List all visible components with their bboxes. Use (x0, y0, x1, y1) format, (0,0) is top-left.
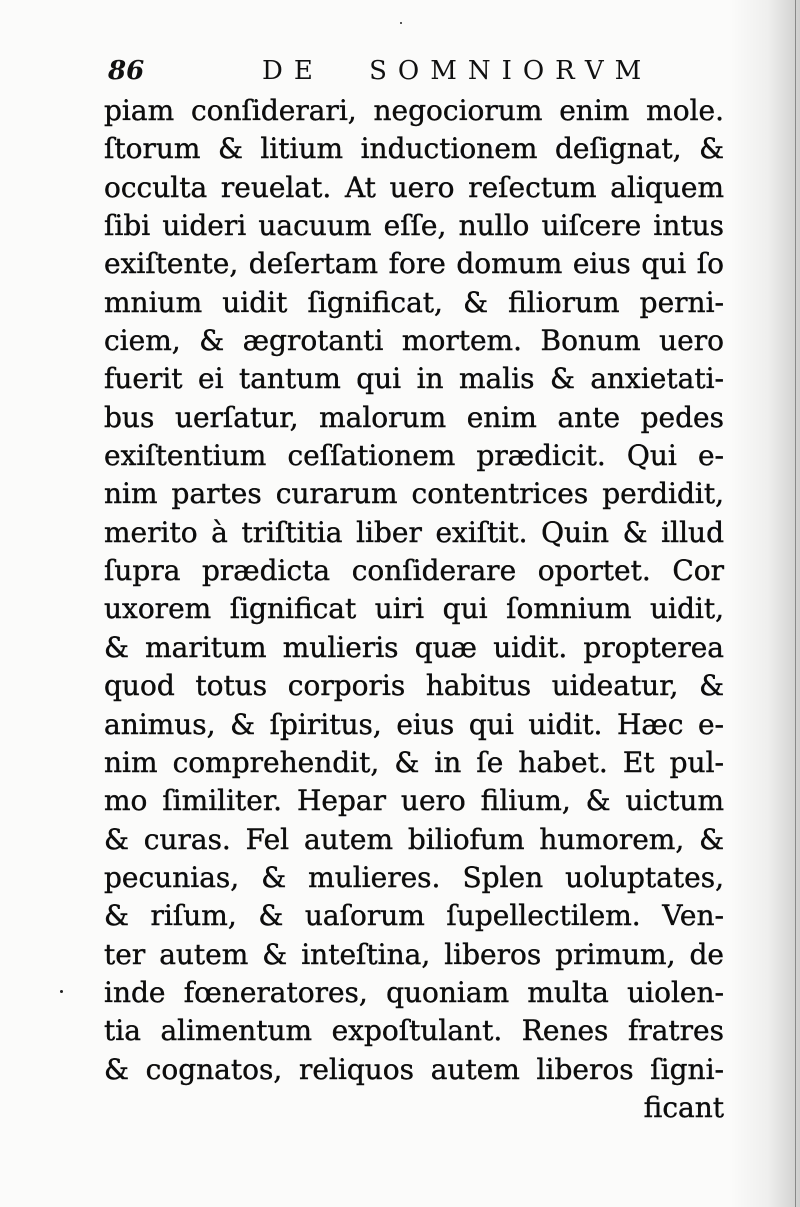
text-line: & maritum mulieris quæ uidit. propterea (104, 630, 724, 664)
page-edge-line (795, 0, 796, 1207)
text-line: ſupra prædicta conſiderare oportet. Cor (104, 554, 724, 588)
ink-speck (60, 990, 63, 993)
text-line: animus, & ſpiritus, eius qui uidit. Hæc e- (104, 707, 724, 741)
page-header (96, 50, 736, 90)
text-line: ſibi uideri uacuum eſſe, nullo uiſcere intus (104, 209, 724, 243)
text-line: mo ſimiliter. Hepar uero filium, & uictum (104, 784, 724, 818)
text-line: occulta reuelat. At uero reſectum aliquem (104, 170, 724, 204)
body-text (104, 92, 724, 1127)
page-edge-shadow (730, 0, 800, 1207)
text-line: merito à triſtitia liber exiſtit. Quin & illud (104, 515, 724, 549)
text-line: inde fœneratores, quoniam multa uiolen- (104, 975, 724, 1009)
text-line: uxorem ſignificat uiri qui ſomnium uidit, (104, 592, 724, 626)
text-line: exiſtente, deſertam fore domum eius qui ſo (104, 247, 724, 281)
text-line: & riſum, & uaſorum ſupellectilem. Ven- (104, 899, 724, 933)
catchword: ficant (643, 1090, 724, 1124)
text-line: ter autem & inteſtina, liberos primum, de (104, 937, 724, 971)
text-line: mnium uidit ſignificat, & filiorum perni- (104, 285, 724, 319)
text-line: tia alimentum expoſtulant. Renes fratres (104, 1014, 724, 1048)
text-line: bus uerſatur, malorum enim ante pedes (104, 400, 724, 434)
text-line: exiſtentium ceſſationem prædicit. Qui e- (104, 439, 724, 473)
ink-speck (400, 22, 402, 24)
text-line: ſtorum & litium inductionem deſignat, & (104, 132, 724, 166)
text-line: nim comprehendit, & in ſe habet. Et pul- (104, 745, 724, 779)
text-line: quod totus corporis habitus uideatur, & (104, 669, 724, 703)
running-title: DE SOMNIORVM (262, 56, 653, 86)
text-line: & curas. Fel autem biliofum humorem, & (104, 822, 724, 856)
text-line: pecunias, & mulieres. Splen uoluptates, (104, 860, 724, 894)
text-line: & cognatos, reliquos autem liberos ſigni- (104, 1052, 724, 1086)
text-line: fuerit ei tantum qui in malis & anxietati- (104, 362, 724, 396)
page-number: 86 (108, 56, 145, 86)
text-line: nim partes curarum contentrices perdidit, (104, 477, 724, 511)
text-line: piam conſiderari, negociorum enim mole. (104, 94, 724, 127)
text-line: ciem, & ægrotanti mortem. Bonum uero (104, 324, 724, 358)
